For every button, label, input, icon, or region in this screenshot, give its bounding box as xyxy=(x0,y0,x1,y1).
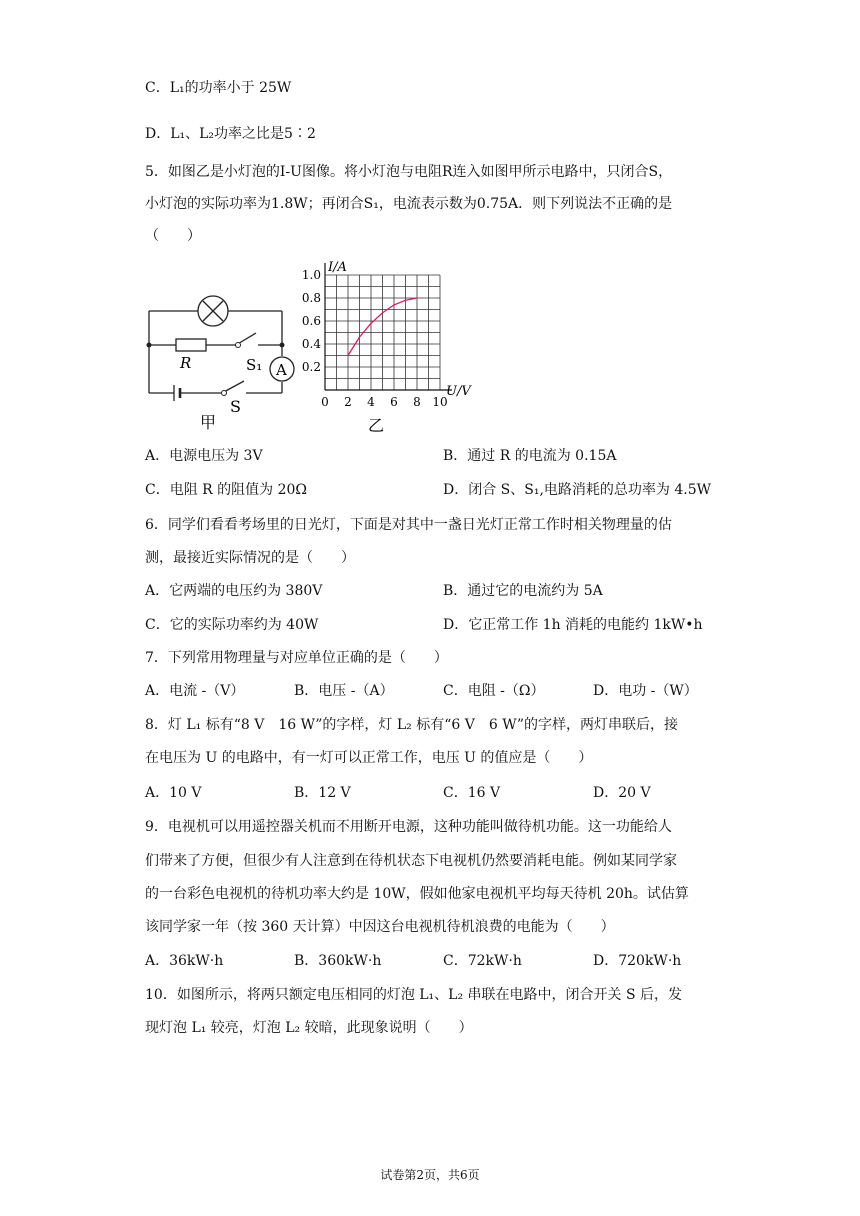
q4-option-d: D．L₁、L₂功率之比是5∶2 xyxy=(145,126,316,142)
ammeter-label: A xyxy=(276,361,287,379)
x-tick-label: 10 xyxy=(432,395,448,409)
q9-option-b: B．360kW·h xyxy=(294,953,382,969)
q7-stem: 7．下列常用物理量与对应单位正确的是（ ） xyxy=(145,650,448,666)
switch1-label: S₁ xyxy=(246,356,263,374)
q8-option-c: C．16 V xyxy=(443,785,501,801)
q4-option-c: C．L₁的功率小于 25W xyxy=(145,80,292,96)
q9-stem-line2: 们带来了方便，但很少有人注意到在待机状态下电视机仍然要消耗电能。例如某同学家 xyxy=(145,853,677,869)
y-tick-label: 0.8 xyxy=(301,291,321,305)
x-tick-label: 8 xyxy=(413,395,421,409)
q9-stem-line4: 该同学家一年（按 360 天计算）中因这台电视机待机浪费的电能为（ ） xyxy=(145,919,615,935)
q8-option-a: A．10 V xyxy=(145,785,202,801)
y-tick-label: 1.0 xyxy=(301,268,321,282)
q10-stem-line1: 10．如图所示，将两只额定电压相同的灯泡 L₁、L₂ 串联在电路中，闭合开关 S 后，发 xyxy=(145,987,683,1003)
q9-option-d: D．720kW·h xyxy=(593,953,682,969)
x-tick-label: 0 xyxy=(321,395,329,409)
q5-option-c: C．电阻 R 的阻值为 20Ω xyxy=(145,482,308,498)
iu-chart xyxy=(300,255,480,435)
y-axis-label: I/A xyxy=(328,260,347,275)
q9-stem-line1: 9．电视机可以用遥控器关机而不用断开电源，这种功能叫做待机功能。这一功能给人 xyxy=(145,819,672,835)
y-tick-label: 0.4 xyxy=(301,337,321,351)
q7-option-c: C．电阻 -（Ω） xyxy=(443,683,545,699)
q6-option-d: D．它正常工作 1h 消耗的电能约 1kW•h xyxy=(443,617,703,633)
q6-stem-line1: 6．同学们看看考场里的日光灯，下面是对其中一盏日光灯正常工作时相关物理量的估 xyxy=(145,517,672,533)
x-tick-label: 2 xyxy=(344,395,352,409)
q9-option-a: A．36kW·h xyxy=(145,953,224,969)
q5-stem-line2: 小灯泡的实际功率为1.8W；再闭合S₁，电流表示数为0.75A．则下列说法不正确的是 xyxy=(145,196,673,212)
q9-option-c: C．72kW·h xyxy=(443,953,522,969)
q8-option-b: B．12 V xyxy=(294,785,351,801)
q6-option-b: B．通过它的电流约为 5A xyxy=(443,583,603,599)
page-footer: 试卷第2页，共6页 xyxy=(380,1168,480,1182)
q5-stem-line1: 5．如图乙是小灯泡的I-U图像。将小灯泡与电阻R连入如图甲所示电路中，只闭合S， xyxy=(145,164,673,180)
x-axis-label: U/V xyxy=(446,384,471,399)
q5-option-a: A．电源电压为 3V xyxy=(145,448,263,464)
q10-stem-line2: 现灯泡 L₁ 较亮，灯泡 L₂ 较暗，此现象说明（ ） xyxy=(145,1020,473,1036)
q8-stem-line1: 8．灯 L₁ 标有“8 V 16 W”的字样，灯 L₂ 标有“6 V 6 W”的字样，两灯串联后，接 xyxy=(145,717,679,733)
q7-option-a: A．电流 -（V） xyxy=(145,683,245,699)
y-tick-label: 0.2 xyxy=(301,360,321,374)
q5-stem-line3: （ ） xyxy=(145,228,201,244)
q5-option-d: D．闭合 S、S₁,电路消耗的总功率为 4.5W xyxy=(443,482,712,498)
figure-caption-yi: 乙 xyxy=(368,416,385,435)
resistor-label: R xyxy=(180,354,192,372)
y-tick-label: 0.6 xyxy=(301,314,321,328)
figure-caption-jia: 甲 xyxy=(200,413,217,432)
switch-label: S xyxy=(230,397,241,416)
q7-option-d: D．电功 -（W） xyxy=(593,683,698,699)
q5-option-b: B．通过 R 的电流为 0.15A xyxy=(443,448,617,464)
q7-option-b: B．电压 -（A） xyxy=(294,683,394,699)
x-tick-label: 4 xyxy=(367,395,375,409)
q8-stem-line2: 在电压为 U 的电路中，有一灯可以正常工作，电压 U 的值应是（ ） xyxy=(145,750,593,766)
q6-stem-line2: 测，最接近实际情况的是（ ） xyxy=(145,550,355,566)
q8-option-d: D．20 V xyxy=(593,785,651,801)
x-tick-label: 6 xyxy=(390,395,398,409)
q6-option-c: C．它的实际功率约为 40W xyxy=(145,617,319,633)
q9-stem-line3: 的一台彩色电视机的待机功率大约是 10W，假如他家电视机平均每天待机 20h。试估算 xyxy=(145,886,689,902)
circuit-diagram xyxy=(140,288,300,438)
q6-option-a: A．它两端的电压约为 380V xyxy=(145,583,323,599)
